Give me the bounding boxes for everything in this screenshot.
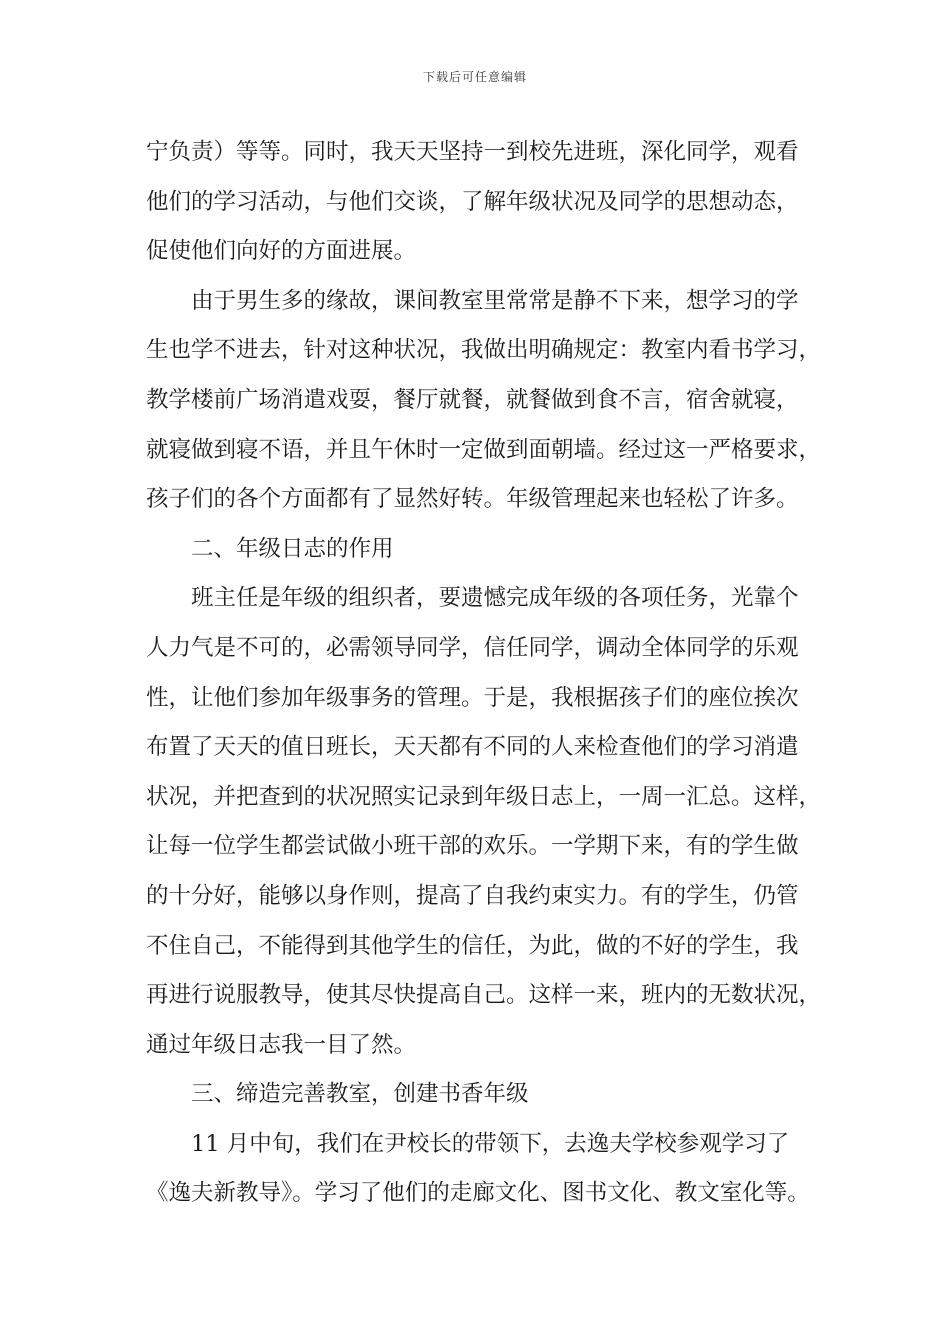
text-line: 他们的学习活动，与他们交谈，了解年级状况及同学的思想动态， [146,188,799,215]
text-line: 人力气是不可的，必需领导同学，信任同学，调动全体同学的乐观 [146,634,799,661]
text-line: 《逸夫新教导》。学习了他们的走廊文化、图书文化、教文室化等。 [146,1180,810,1207]
document-body [146,128,826,1219]
text-line: 宁负责）等等。同时，我天天坚持一到校先进班，深化同学，观看 [146,139,799,165]
text-line: 教学楼前广场消遣戏耍，餐厅就餐，就餐做到食不言，宿舍就寝， [146,386,799,413]
text-line: 性，让他们参加年级事务的管理。于是，我根据孩子们的座位挨次 [146,684,799,711]
text-line: 状况，并把查到的状况照实记录到年级日志上，一周一汇总。这样， [146,783,822,810]
text-line: 不住自己，不能得到其他学生的信任，为此，做的不好的学生，我 [146,932,799,959]
text-line: 让每一位学生都尝试做小班干部的欢乐。一学期下来，有的学生做 [146,833,799,860]
text-line: 生也学不进去，针对这种状况，我做出明确规定：教室内看书学习， [146,337,822,364]
text-line: 再进行说服教导，使其尽快提高自己。这样一来，班内的无数状况， [146,982,822,1009]
section-heading: 二、年级日志的作用 [191,535,394,562]
text-line: 促使他们向好的方面进展。 [146,238,417,265]
text-line: 就寝做到寝不语，并且午休时一定做到面朝墙。经过这一严格要求， [146,436,822,463]
text-line: 的十分好，能够以身作则，提高了自我约束实力。有的学生，仍管 [146,882,799,909]
section-heading: 三、缔造完善教室，创建书香年级 [191,1081,529,1108]
text-line: 11 月中旬，我们在尹校长的带领下，去逸夫学校参观学习了 [191,1130,790,1157]
text-line: 布置了天天的值日班长，天天都有不同的人来检查他们的学习消遣 [146,734,799,761]
page-header: 下载后可任意编辑 [422,70,527,84]
text-line: 通过年级日志我一目了然。 [146,1031,417,1058]
text-line: 班主任是年级的组织者，要遗憾完成年级的各项任务，光靠个 [191,585,799,612]
text-line: 孩子们的各个方面都有了显然好转。年级管理起来也轻松了许多。 [146,486,799,513]
text-line: 由于男生多的缘故，课间教室里常常是静不下来，想学习的学 [191,287,799,314]
